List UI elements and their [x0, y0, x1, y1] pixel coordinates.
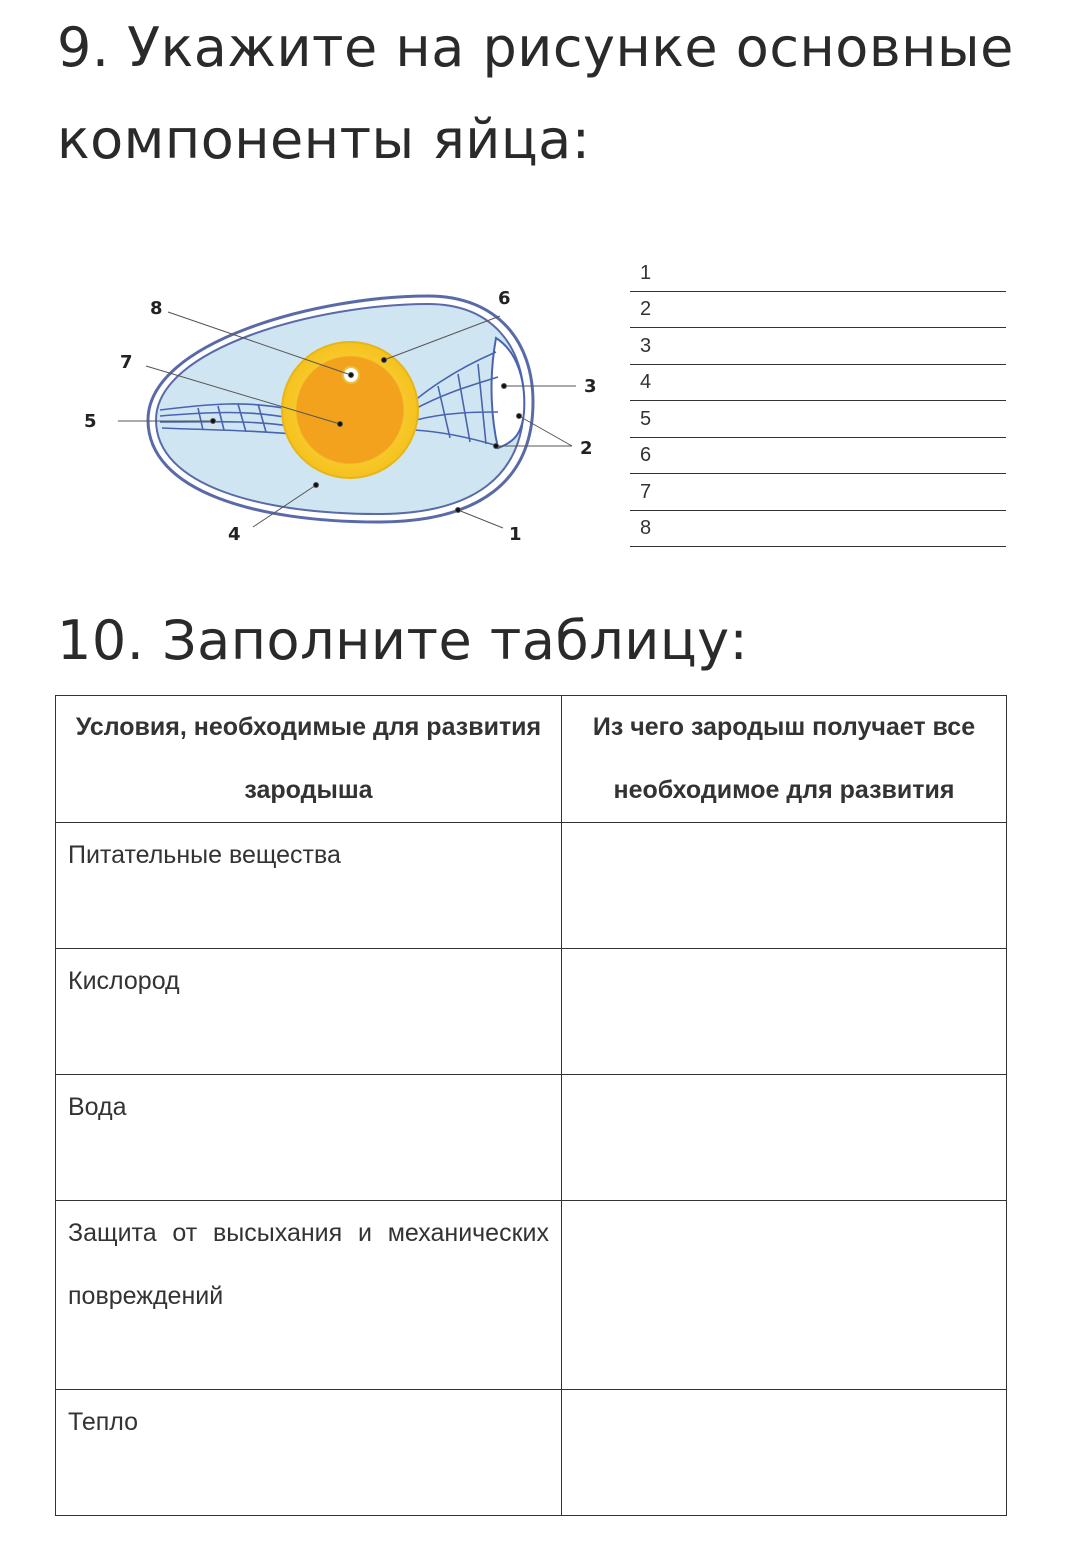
diagram-label-7: 7: [120, 352, 133, 373]
answer-line-number: 4: [640, 371, 652, 393]
header-conditions: Условия, необходимые для развития зародыша: [56, 696, 562, 823]
diagram-label-5: 5: [84, 411, 97, 432]
table-row: [56, 1390, 1007, 1516]
answer-line-number: 1: [640, 261, 652, 284]
answer-line-4[interactable]: [630, 365, 1006, 402]
answer-line-number: 6: [640, 444, 652, 466]
answer-line-3[interactable]: [630, 328, 1006, 365]
diagram-label-6: 6: [498, 288, 511, 309]
conditions-table: [55, 695, 1007, 1516]
question-9-title: 9. Укажите на рисунке основные компоненты яйца:: [57, 16, 1014, 171]
answer-line-7[interactable]: [630, 474, 1006, 511]
diagram-label-1: 1: [509, 524, 522, 545]
answer-cell[interactable]: [562, 949, 1007, 1075]
condition-cell: Вода: [56, 1075, 562, 1201]
answer-line-number: 7: [640, 480, 652, 503]
answer-line-number: 2: [640, 298, 652, 320]
table-header-row: [56, 696, 1007, 823]
answer-cell[interactable]: [562, 823, 1007, 949]
table-row: [56, 823, 1007, 949]
table-row: [56, 1075, 1007, 1201]
table-row: [56, 949, 1007, 1075]
diagram-label-4: 4: [228, 524, 241, 545]
answer-line-1[interactable]: [630, 255, 1006, 292]
answer-line-2[interactable]: [630, 292, 1006, 329]
answer-line-8[interactable]: [630, 511, 1006, 548]
answer-line-number: 8: [640, 517, 652, 539]
condition-cell: Тепло: [56, 1390, 562, 1516]
condition-cell: Питательные вещества: [56, 823, 562, 949]
answer-cell[interactable]: [562, 1390, 1007, 1516]
answer-line-number: 5: [640, 407, 652, 430]
answer-line-number: 3: [640, 334, 652, 357]
diagram-label-3: 3: [584, 376, 597, 397]
answer-lines: [630, 255, 1006, 547]
answer-cell[interactable]: [562, 1201, 1007, 1390]
table-row: [56, 1201, 1007, 1390]
header-sources: Из чего зародыш получает все необходимое для развития: [562, 696, 1007, 823]
answer-line-6[interactable]: [630, 438, 1006, 475]
answer-line-5[interactable]: [630, 401, 1006, 438]
condition-cell: Защита от высыхания и механических повреждений: [56, 1201, 562, 1390]
egg-diagram: [78, 282, 618, 554]
condition-cell: Кислород: [56, 949, 562, 1075]
answer-cell[interactable]: [562, 1075, 1007, 1201]
diagram-label-2: 2: [580, 438, 593, 459]
diagram-label-8: 8: [150, 298, 163, 319]
question-10-title: 10. Заполните таблицу:: [57, 609, 749, 672]
